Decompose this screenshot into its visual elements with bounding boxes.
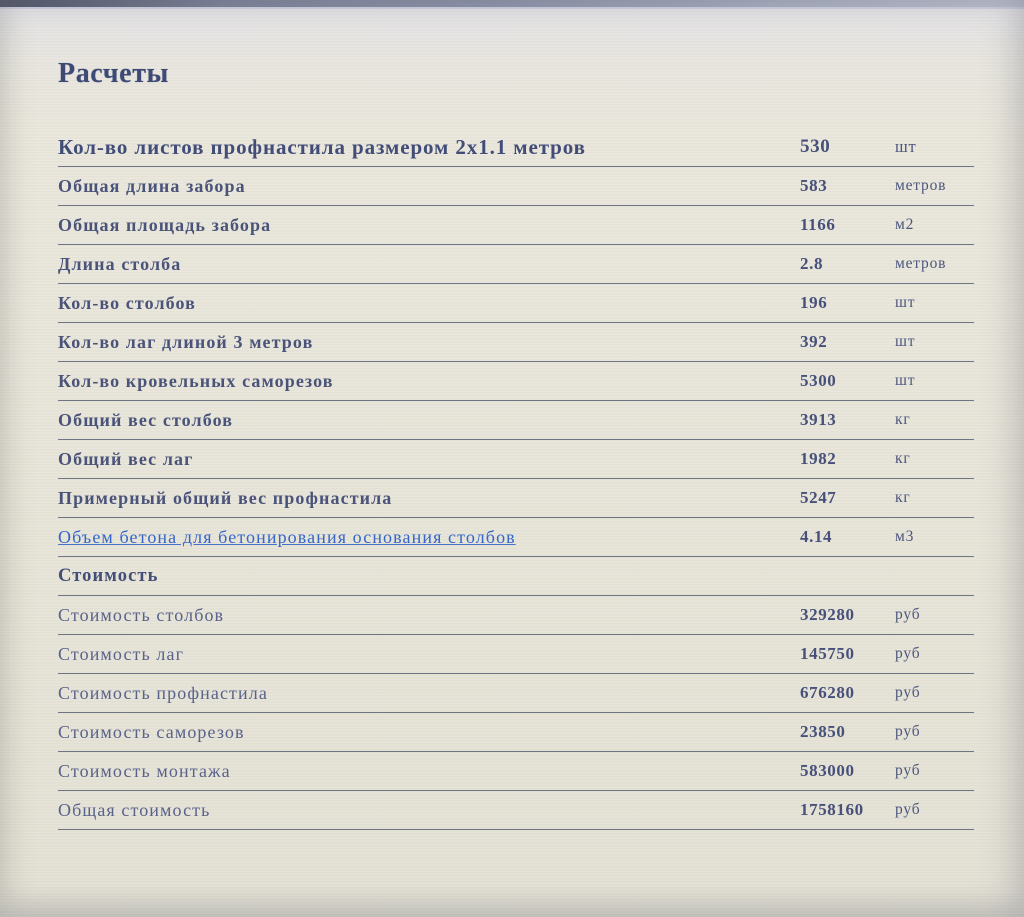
table-row — [58, 518, 974, 557]
row-unit: шт — [895, 294, 916, 311]
row-unit: кг — [895, 450, 911, 467]
row-label: Кол-во лаг длиной 3 метров — [58, 331, 314, 352]
row-value: 3913 — [800, 410, 837, 429]
row-label: Кол-во столбов — [58, 292, 196, 313]
table-row — [58, 284, 974, 323]
table-row — [58, 362, 974, 401]
table-row — [58, 713, 974, 752]
row-value: 583000 — [800, 761, 855, 780]
row-unit: руб — [895, 723, 921, 740]
row-value: 392 — [800, 332, 828, 351]
row-label: Кол-во кровельных саморезов — [58, 370, 334, 391]
table-row — [58, 323, 974, 362]
row-label: Стоимость монтажа — [58, 760, 231, 781]
row-value: 2.8 — [800, 254, 824, 273]
table-row — [58, 401, 974, 440]
row-label: Стоимость лаг — [58, 643, 185, 664]
table-row — [58, 167, 974, 206]
row-label: Общая стоимость — [58, 799, 211, 820]
row-label: Длина столба — [58, 253, 182, 274]
row-label: Примерный общий вес профнастила — [58, 487, 393, 508]
table-row — [58, 791, 974, 830]
row-value: 1166 — [800, 215, 836, 234]
row-unit: м3 — [895, 528, 915, 545]
row-label: Стоимость столбов — [58, 604, 225, 625]
row-value: 329280 — [800, 605, 855, 624]
table-section-row — [58, 557, 974, 596]
row-value: 1758160 — [800, 800, 864, 819]
row-unit: шт — [895, 333, 916, 350]
row-unit: руб — [895, 606, 921, 623]
results-table — [58, 128, 974, 830]
row-label: Общий вес столбов — [58, 409, 234, 430]
table-row — [58, 479, 974, 518]
row-label: Кол-во листов профнастила размером 2х1.1 метров — [58, 134, 586, 159]
row-unit: кг — [895, 489, 911, 506]
row-unit: метров — [895, 255, 947, 272]
table-row — [58, 596, 974, 635]
row-value: 145750 — [800, 644, 855, 663]
row-value: 196 — [800, 293, 828, 312]
row-value: 4.14 — [800, 527, 833, 546]
row-unit: руб — [895, 645, 921, 662]
row-value: 583 — [800, 176, 828, 195]
row-value: 1982 — [800, 449, 837, 468]
row-unit: м2 — [895, 216, 915, 233]
row-label: Стоимость саморезов — [58, 721, 245, 742]
row-value: 530 — [800, 136, 831, 157]
row-unit: руб — [895, 801, 921, 818]
table-row — [58, 206, 974, 245]
concrete-volume-link[interactable]: Объем бетона для бетонирования основания столбов — [58, 526, 516, 547]
row-value: 5300 — [800, 371, 837, 390]
row-value: 676280 — [800, 683, 855, 702]
table-row — [58, 752, 974, 791]
page-title: Расчеты — [58, 58, 170, 89]
row-unit: метров — [895, 177, 947, 194]
row-unit: руб — [895, 762, 921, 779]
row-unit: кг — [895, 411, 911, 428]
row-label: Общая площадь забора — [58, 214, 272, 235]
row-label: Общий вес лаг — [58, 448, 194, 469]
screen-top-bar — [0, 0, 1024, 9]
row-unit: шт — [895, 137, 917, 156]
table-row — [58, 440, 974, 479]
row-label: Стоимость профнастила — [58, 682, 268, 703]
table-row — [58, 128, 974, 167]
row-unit: руб — [895, 684, 921, 701]
calculation-results-page — [58, 56, 974, 830]
row-label: Общая длина забора — [58, 175, 246, 196]
row-value: 5247 — [800, 488, 837, 507]
table-row — [58, 245, 974, 284]
table-row — [58, 674, 974, 713]
row-value: 23850 — [800, 722, 846, 741]
table-row — [58, 635, 974, 674]
row-unit: шт — [895, 372, 916, 389]
row-label: Стоимость — [58, 565, 159, 586]
